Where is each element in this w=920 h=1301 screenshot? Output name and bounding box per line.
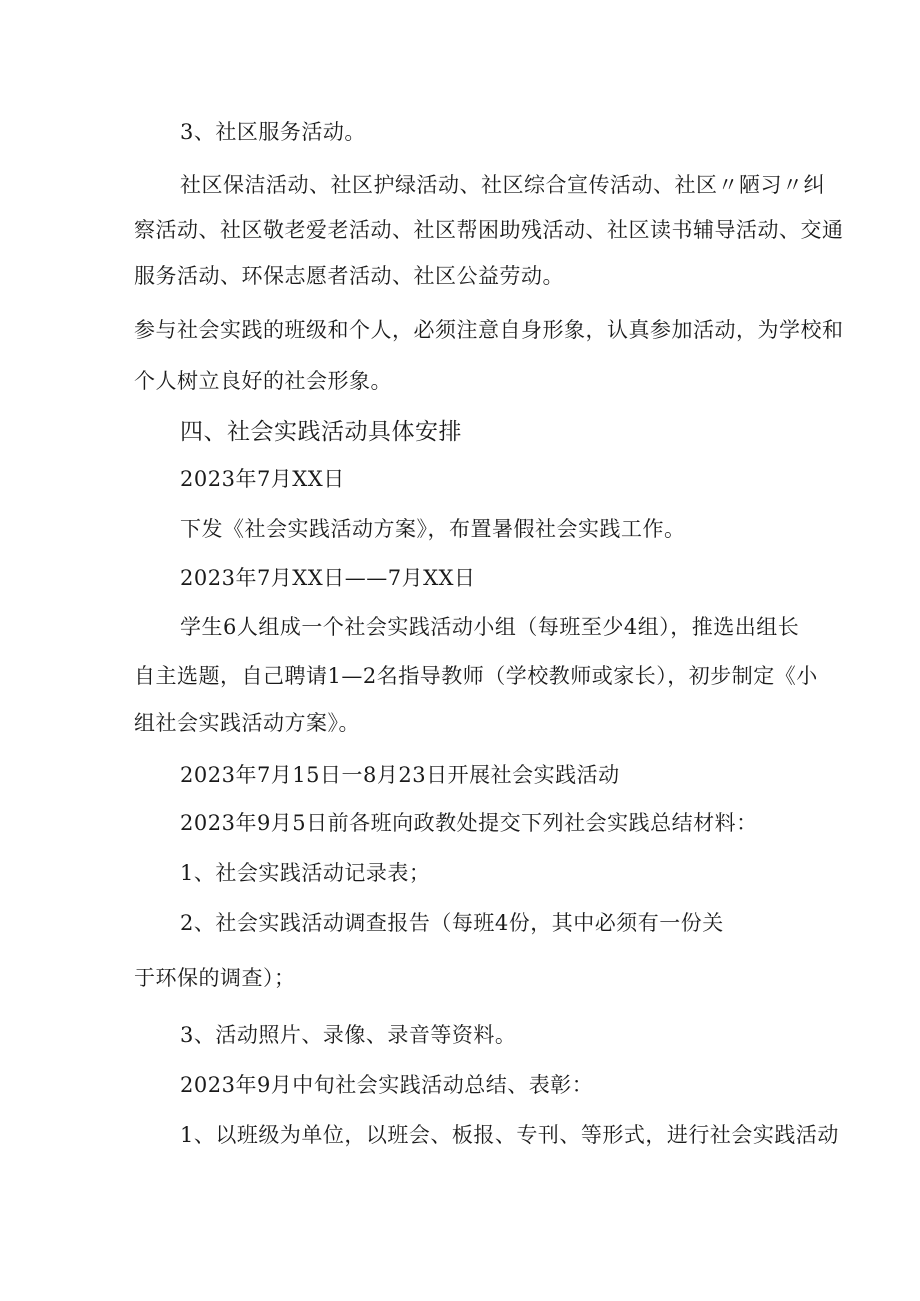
list-item: 1、以班级为单位，以班会、板报、专刊、等形式，进行社会实践活动 (180, 1123, 839, 1147)
section-heading: 四、社会实践活动具体安排 (180, 419, 462, 445)
list-item: 3、活动照片、录像、录音等资料。 (180, 1023, 517, 1047)
paragraph-line: 下发《社会实践活动方案》，布置暑假社会实践工作。 (180, 517, 686, 541)
date-line: 2023年9月5日前各班向政教处提交下列社会实践总结材料： (180, 811, 758, 835)
date-line: 2023年7月XX日 (180, 467, 345, 491)
paragraph-line: 个人树立良好的社会形象。 (134, 369, 392, 393)
paragraph-line: 社区保洁活动、社区护绿活动、社区综合宣传活动、社区〃陋习〃纠 (180, 173, 825, 197)
list-item: 2、社会实践活动调查报告（每班4份，其中必须有一份关 (180, 911, 724, 935)
paragraph-line: 参与社会实践的班级和个人，必须注意自身形象，认真参加活动，为学校和 (134, 318, 844, 342)
paragraph-line: 察活动、社区敬老爱老活动、社区帮困助残活动、社区读书辅导活动、交通 (134, 218, 844, 242)
paragraph-line: 学生6人组成一个社会实践活动小组（每班至少4组），推选出组长 (180, 615, 800, 639)
paragraph-line: 于环保的调查）； (134, 966, 296, 990)
list-item-community-service: 3、社区服务活动。 (180, 120, 366, 144)
paragraph-line: 组社会实践活动方案》。 (134, 711, 360, 735)
date-line: 2023年7月15日一8月23日开展社会实践活动 (180, 763, 620, 787)
date-line: 2023年9月中旬社会实践活动总结、表彰： (180, 1073, 594, 1097)
date-line: 2023年7月XX日——7月XX日 (180, 566, 476, 590)
paragraph-line: 自主选题，自己聘请1—2名指导教师（学校教师或家长），初步制定《小 (134, 664, 818, 688)
paragraph-line: 服务活动、环保志愿者活动、社区公益劳动。 (134, 264, 564, 288)
list-item: 1、社会实践活动记录表； (180, 861, 431, 885)
